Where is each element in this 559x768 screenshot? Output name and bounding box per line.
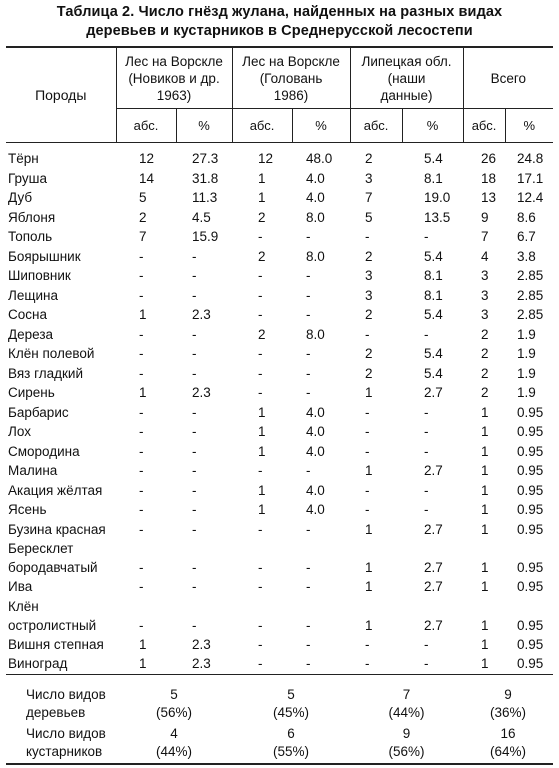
cell-pct: - — [192, 365, 197, 381]
cell-pct: 5.4 — [424, 307, 443, 322]
summary-label: Число видов кустарников — [6, 723, 116, 764]
species-name: Тёрн — [8, 151, 39, 166]
cell-pct: - — [424, 404, 429, 420]
species-name: Виноград — [6, 654, 116, 674]
cell-abs: 1 — [139, 307, 147, 322]
summary-cell: 4 (44%) — [116, 723, 232, 764]
cell-pct: - — [424, 502, 429, 517]
cell-pct: 8.0 — [306, 326, 325, 342]
cell-pct: 1.9 — [517, 346, 536, 361]
cell-abs: - — [365, 443, 370, 459]
cell-pct: 5.4 — [424, 151, 443, 166]
cell-abs: 5 — [365, 209, 373, 225]
cell-pct: 8.6 — [517, 209, 536, 225]
cell-abs: - — [365, 502, 370, 517]
cell-pct: 0.95 — [517, 404, 544, 420]
cell-abs: 2 — [481, 385, 489, 400]
cell-pct: 0.95 — [517, 560, 544, 575]
cell-abs: 9 — [481, 209, 489, 225]
cell-pct: 4.0 — [306, 424, 325, 439]
cell-abs: 1 — [481, 636, 489, 652]
species-name: Лещина — [8, 287, 58, 303]
table-row — [6, 654, 553, 674]
table-row — [6, 520, 553, 540]
cell-abs: - — [139, 560, 144, 575]
cell-abs: 1 — [481, 443, 489, 459]
cell-pct: - — [306, 521, 311, 537]
cell-pct: - — [192, 463, 197, 478]
cell-pct: - — [306, 287, 311, 303]
cell-abs: 1 — [116, 654, 176, 674]
cell-pct: - — [424, 229, 429, 244]
cell-pct: - — [292, 654, 350, 674]
cell-abs: 1 — [463, 654, 505, 674]
subheader-pct: % — [402, 109, 463, 143]
cell-abs: 13 — [481, 190, 497, 205]
cell-pct: 0.95 — [517, 617, 544, 633]
cell-pct: 0.95 — [517, 579, 544, 594]
cell-abs: - — [139, 482, 144, 498]
cell-pct: - — [192, 424, 197, 439]
cell-abs: 1 — [481, 579, 489, 594]
cell-abs: - — [258, 463, 263, 478]
table-row — [6, 266, 553, 286]
cell-abs: - — [365, 424, 370, 439]
cell-pct: 2.3 — [192, 307, 211, 322]
species-name: Клён полевой — [8, 346, 95, 361]
cell-abs: - — [258, 307, 263, 322]
species-name: Ясень — [8, 502, 47, 517]
table-row — [6, 247, 553, 267]
cell-abs: 2 — [481, 326, 489, 342]
species-name: Бересклет бородавчатый — [8, 541, 98, 575]
cell-pct: - — [306, 268, 311, 283]
subheader-abs: абс. — [232, 109, 292, 143]
species-name: Шиповник — [8, 268, 71, 283]
cell-abs: - — [139, 365, 144, 381]
table-row — [6, 500, 553, 520]
cell-pct: 2.3 — [176, 654, 232, 674]
cell-abs: - — [232, 654, 292, 674]
cell-abs: 1 — [365, 521, 373, 537]
cell-abs: - — [258, 579, 263, 594]
species-name: Смородина — [8, 443, 80, 459]
cell-pct: 6.7 — [517, 229, 536, 244]
cell-abs: 3 — [481, 287, 489, 303]
summary-section — [6, 674, 553, 764]
summary-cell: 16 (64%) — [463, 723, 553, 764]
cell-abs: - — [139, 268, 144, 283]
cell-pct: 11.3 — [192, 190, 218, 205]
data-table — [6, 46, 553, 765]
cell-abs: 2 — [365, 151, 373, 166]
cell-pct: - — [192, 617, 197, 633]
cell-abs: - — [365, 326, 370, 342]
cell-abs: 26 — [481, 151, 497, 166]
column-header-name: Породы — [6, 47, 116, 143]
cell-abs: 1 — [258, 170, 266, 186]
cell-pct: - — [306, 560, 311, 575]
cell-pct: 5.4 — [424, 248, 443, 264]
cell-abs: 7 — [139, 229, 147, 244]
cell-pct: 0.95 — [517, 424, 544, 439]
table-row — [6, 597, 553, 635]
subheader-abs: абс. — [116, 109, 176, 143]
cell-pct: 0.95 — [517, 482, 544, 498]
cell-abs: 1 — [258, 424, 266, 439]
cell-abs: 2 — [258, 209, 266, 225]
species-name: Бузина красная — [8, 521, 106, 537]
cell-abs: 7 — [481, 229, 489, 244]
subheader-abs: абс. — [350, 109, 402, 143]
cell-abs: 3 — [481, 307, 489, 322]
cell-abs: - — [258, 560, 263, 575]
cell-abs: 2 — [481, 346, 489, 361]
cell-abs: 3 — [481, 268, 489, 283]
subheader-pct: % — [505, 109, 553, 143]
table-row — [6, 422, 553, 442]
cell-abs: - — [258, 346, 263, 361]
table-row — [6, 577, 553, 597]
cell-pct: 12.4 — [517, 190, 544, 205]
summary-cell: 5 (45%) — [273, 686, 310, 720]
cell-abs: 12 — [139, 151, 155, 166]
cell-pct: - — [306, 636, 311, 652]
cell-abs: - — [139, 326, 144, 342]
cell-pct: 8.0 — [306, 248, 325, 264]
cell-pct: - — [306, 365, 311, 381]
cell-abs: - — [365, 482, 370, 498]
cell-abs: 1 — [481, 424, 489, 439]
cell-abs: - — [258, 617, 263, 633]
cell-abs: 2 — [139, 209, 147, 225]
cell-abs: - — [350, 654, 402, 674]
summary-cell: 9 (56%) — [350, 723, 463, 764]
cell-abs: 3 — [365, 170, 373, 186]
cell-pct: 2.85 — [517, 287, 544, 303]
cell-abs: 14 — [139, 170, 155, 186]
species-name: Дереза — [8, 326, 54, 342]
cell-pct: 4.0 — [306, 170, 325, 186]
cell-pct: 0.95 — [517, 636, 544, 652]
cell-abs: - — [139, 502, 144, 517]
cell-abs: 3 — [365, 287, 373, 303]
species-name: Ива — [8, 579, 33, 594]
cell-pct: 4.0 — [306, 443, 325, 459]
summary-cell: 5 (56%) — [156, 686, 193, 720]
table-row — [6, 305, 553, 325]
cell-pct: 19.0 — [424, 190, 451, 205]
cell-pct: - — [192, 404, 197, 420]
cell-pct: - — [402, 654, 463, 674]
cell-pct: - — [424, 326, 429, 342]
summary-label: Число видов деревьев — [26, 686, 106, 720]
cell-pct: 1.9 — [517, 365, 536, 381]
cell-abs: - — [258, 385, 263, 400]
cell-pct: - — [192, 579, 197, 594]
cell-abs: 1 — [258, 404, 266, 420]
cell-pct: 17.1 — [517, 170, 544, 186]
cell-pct: 2.3 — [192, 636, 211, 652]
cell-pct: 2.7 — [424, 521, 443, 537]
species-name: Акация жёлтая — [8, 482, 103, 498]
table-row — [6, 539, 553, 577]
column-group-header-3: Всего — [463, 47, 553, 109]
cell-pct: - — [306, 229, 311, 244]
species-name: Малина — [8, 463, 58, 478]
cell-abs: 1 — [365, 385, 373, 400]
cell-pct: 24.8 — [517, 151, 544, 166]
table-row — [6, 442, 553, 462]
cell-abs: - — [258, 287, 263, 303]
species-name: Сирень — [8, 385, 55, 400]
cell-pct: 1.9 — [517, 326, 536, 342]
cell-abs: 1 — [258, 482, 266, 498]
cell-abs: 3 — [365, 268, 373, 283]
cell-pct: 48.0 — [306, 151, 333, 166]
table-row — [6, 635, 553, 655]
summary-cell: 6 (55%) — [232, 723, 350, 764]
cell-abs: 1 — [365, 617, 373, 633]
table-row — [6, 344, 553, 364]
cell-abs: - — [258, 365, 263, 381]
column-group-header-2: Липецкая обл. (наши данные) — [350, 47, 463, 109]
cell-pct: 8.0 — [306, 209, 325, 225]
cell-pct: 4.5 — [192, 209, 211, 225]
cell-pct: 1.9 — [517, 385, 536, 400]
cell-abs: 1 — [481, 502, 489, 517]
cell-abs: 1 — [139, 636, 147, 652]
species-name: Лох — [8, 424, 31, 439]
cell-pct: 0.95 — [517, 443, 544, 459]
cell-pct: 2.7 — [424, 617, 443, 633]
cell-pct: 2.7 — [424, 579, 443, 594]
cell-pct: - — [424, 482, 429, 498]
cell-pct: 2.7 — [424, 560, 443, 575]
cell-abs: 1 — [481, 617, 489, 633]
cell-pct: - — [306, 346, 311, 361]
cell-abs: - — [139, 346, 144, 361]
column-group-header-1: Лес на Ворскле (Головань 1986) — [232, 47, 350, 109]
cell-abs: - — [139, 579, 144, 594]
cell-abs: 2 — [365, 248, 373, 264]
column-group-header-0: Лес на Ворскле (Новиков и др. 1963) — [116, 47, 232, 109]
cell-abs: 1 — [258, 190, 266, 205]
cell-pct: 2.7 — [424, 463, 443, 478]
cell-pct: - — [192, 287, 197, 303]
species-name: Вяз гладкий — [8, 365, 83, 381]
species-name: Груша — [8, 170, 47, 186]
cell-pct: 8.1 — [424, 287, 443, 303]
cell-abs: 7 — [365, 190, 373, 205]
cell-abs: - — [139, 617, 144, 633]
cell-abs: - — [139, 424, 144, 439]
cell-abs: - — [139, 443, 144, 459]
cell-abs: 1 — [139, 385, 147, 400]
cell-abs: 2 — [258, 326, 266, 342]
cell-abs: 1 — [481, 404, 489, 420]
cell-pct: 2.3 — [192, 385, 211, 400]
cell-pct: - — [424, 443, 429, 459]
cell-pct: - — [192, 326, 197, 342]
cell-abs: 4 — [481, 248, 489, 264]
subheader-abs: абс. — [463, 109, 505, 143]
table-row — [6, 208, 553, 228]
cell-abs: 12 — [258, 151, 274, 166]
species-name: Боярышник — [8, 248, 81, 264]
cell-pct: - — [192, 560, 197, 575]
table-row — [6, 403, 553, 423]
title-line-2: деревьев и кустарников в Среднерусской лесостепи — [86, 23, 473, 39]
cell-pct: 2.85 — [517, 307, 544, 322]
cell-abs: - — [365, 229, 370, 244]
cell-abs: - — [139, 248, 144, 264]
table-row — [6, 481, 553, 501]
table-row — [6, 383, 553, 403]
species-name: Сосна — [8, 307, 47, 322]
cell-pct: - — [306, 579, 311, 594]
species-name: Клён остролистный — [8, 598, 97, 633]
table-row — [6, 286, 553, 306]
title-line-1: Таблица 2. Число гнёзд жулана, найденных на разных видах — [56, 4, 503, 20]
cell-abs: 2 — [258, 248, 266, 264]
cell-abs: 2 — [365, 346, 373, 361]
cell-abs: 1 — [258, 502, 266, 517]
cell-pct: 0.95 — [517, 463, 544, 478]
summary-cell: 9 (36%) — [490, 686, 527, 720]
cell-pct: 4.0 — [306, 190, 325, 205]
cell-pct: 27.3 — [192, 151, 219, 166]
cell-abs: 1 — [481, 482, 489, 498]
table-row — [6, 169, 553, 189]
cell-pct: - — [306, 463, 311, 478]
table-row — [6, 188, 553, 208]
table-row — [6, 325, 553, 345]
cell-abs: 18 — [481, 170, 497, 186]
cell-pct: 0.95 — [505, 654, 553, 674]
summary-row — [6, 723, 553, 764]
cell-pct: - — [192, 268, 197, 283]
cell-pct: 2.7 — [424, 385, 443, 400]
cell-pct: 31.8 — [192, 170, 219, 186]
cell-abs: - — [365, 404, 370, 420]
cell-abs: 1 — [258, 443, 266, 459]
cell-abs: 2 — [481, 365, 489, 381]
cell-abs: - — [139, 404, 144, 420]
cell-pct: 4.0 — [306, 502, 325, 517]
summary-cell: 7 (44%) — [388, 686, 425, 720]
cell-abs: - — [139, 287, 144, 303]
summary-row — [6, 674, 553, 723]
species-name: Вишня степная — [8, 636, 104, 652]
cell-pct: - — [424, 636, 429, 652]
cell-pct: - — [192, 346, 197, 361]
cell-abs: - — [139, 463, 144, 478]
cell-abs: - — [258, 229, 263, 244]
cell-abs: 1 — [481, 521, 489, 537]
cell-pct: 4.0 — [306, 482, 325, 498]
cell-abs: - — [365, 636, 370, 652]
cell-pct: - — [192, 443, 197, 459]
cell-pct: 8.1 — [424, 170, 443, 186]
cell-pct: - — [306, 617, 311, 633]
cell-pct: - — [306, 385, 311, 400]
cell-abs: 2 — [365, 307, 373, 322]
cell-pct: - — [192, 482, 197, 498]
cell-pct: - — [192, 521, 197, 537]
table-row — [6, 461, 553, 481]
cell-pct: - — [192, 248, 197, 264]
cell-pct: 13.5 — [424, 209, 451, 225]
cell-abs: 2 — [365, 365, 373, 381]
subheader-pct: % — [292, 109, 350, 143]
species-name: Тополь — [8, 229, 53, 244]
cell-pct: 5.4 — [424, 365, 443, 381]
cell-pct: - — [306, 307, 311, 322]
cell-pct: - — [424, 424, 429, 439]
cell-abs: 1 — [365, 579, 373, 594]
cell-pct: 15.9 — [192, 229, 219, 244]
cell-abs: 5 — [139, 190, 147, 205]
cell-abs: - — [258, 268, 263, 283]
cell-pct: 2.85 — [517, 268, 544, 283]
cell-pct: 5.4 — [424, 346, 443, 361]
cell-abs: 1 — [365, 560, 373, 575]
table-row — [6, 227, 553, 247]
cell-abs: - — [258, 636, 263, 652]
cell-pct: - — [192, 502, 197, 517]
cell-abs: 1 — [481, 560, 489, 575]
cell-abs: 1 — [481, 463, 489, 478]
species-name: Яблоня — [8, 209, 56, 225]
cell-pct: 0.95 — [517, 502, 544, 517]
species-name: Дуб — [8, 190, 33, 205]
subheader-pct: % — [176, 109, 232, 143]
table-title — [0, 3, 559, 41]
species-name: Барбарис — [8, 404, 69, 420]
table-body — [6, 143, 553, 675]
cell-abs: 1 — [365, 463, 373, 478]
cell-abs: - — [258, 521, 263, 537]
cell-abs: - — [139, 521, 144, 537]
table-row — [6, 364, 553, 384]
cell-pct: 8.1 — [424, 268, 443, 283]
table-row — [6, 143, 553, 169]
cell-pct: 0.95 — [517, 521, 544, 537]
cell-pct: 3.8 — [517, 248, 536, 264]
cell-pct: 4.0 — [306, 404, 325, 420]
